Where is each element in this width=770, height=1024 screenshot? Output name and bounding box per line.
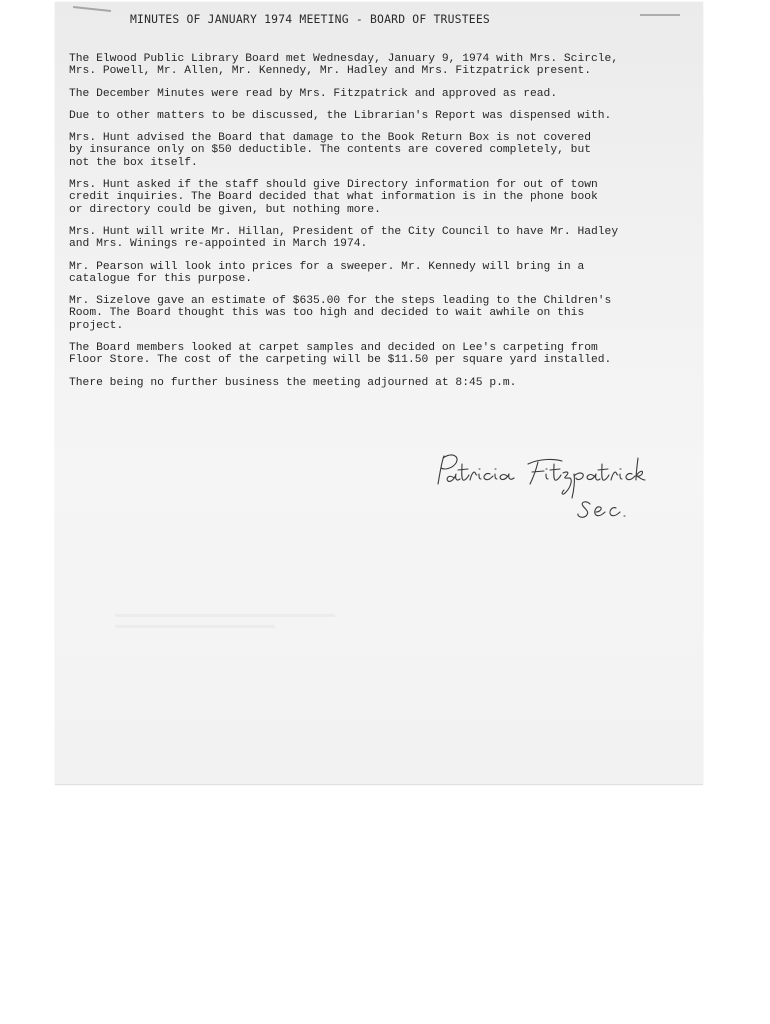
- handwritten-signature: [430, 450, 670, 525]
- paragraph-librarian-report: Due to other matters to be discussed, the Librarian's Report was dispensed with.: [69, 109, 612, 122]
- paragraph-adjournment: There being no further business the meeting adjourned at 8:45 p.m.: [69, 376, 517, 389]
- paragraph-sweeper: Mr. Pearson will look into prices for a sweeper. Mr. Kennedy will bring in a catalogue for this purpose.: [69, 260, 585, 285]
- paragraph-steps-estimate: Mr. Sizelove gave an estimate of $635.00 for the steps leading to the Children's Room. The Board thought this was too high and decided to wait awhile on this project.: [69, 295, 612, 332]
- top-right-mark: [640, 14, 680, 16]
- minutes-body: [69, 53, 697, 399]
- paragraph-carpeting: The Board members looked at carpet samples and decided on Lee's carpeting from Floor Store. The cost of the carpeting will be $11.50 per square yard installed.: [69, 342, 612, 367]
- faint-show-through: [115, 614, 355, 654]
- document-title: MINUTES OF JANUARY 1974 MEETING - BOARD OF TRUSTEES: [130, 12, 490, 26]
- paragraph-attendance: The Elwood Public Library Board met Wednesday, January 9, 1974 with Mrs. Scircle, Mrs. Powell, Mr. Allen, Mr. Kennedy, Mr. Hadley and Mrs. Fitzpatrick present.: [69, 53, 619, 78]
- top-left-mark: [73, 6, 111, 12]
- paragraph-book-return-box: Mrs. Hunt advised the Board that damage to the Book Return Box is not covered by insurance only on $50 deductible. The contents are covered completely, but not the box itself.: [69, 132, 592, 169]
- paragraph-december-minutes: The December Minutes were read by Mrs. Fitzpatrick and approved as read.: [69, 87, 558, 100]
- paragraph-directory-information: Mrs. Hunt asked if the staff should give Directory information for out of town credit inquiries. The Board decided that what information is in the phone book or directory could be given, but nothing more.: [69, 179, 598, 216]
- document-sheet: [55, 2, 703, 785]
- paragraph-council-reappointment: Mrs. Hunt will write Mr. Hillan, President of the City Council to have Mr. Hadley and Mrs. Winings re-appointed in March 1974.: [69, 225, 619, 251]
